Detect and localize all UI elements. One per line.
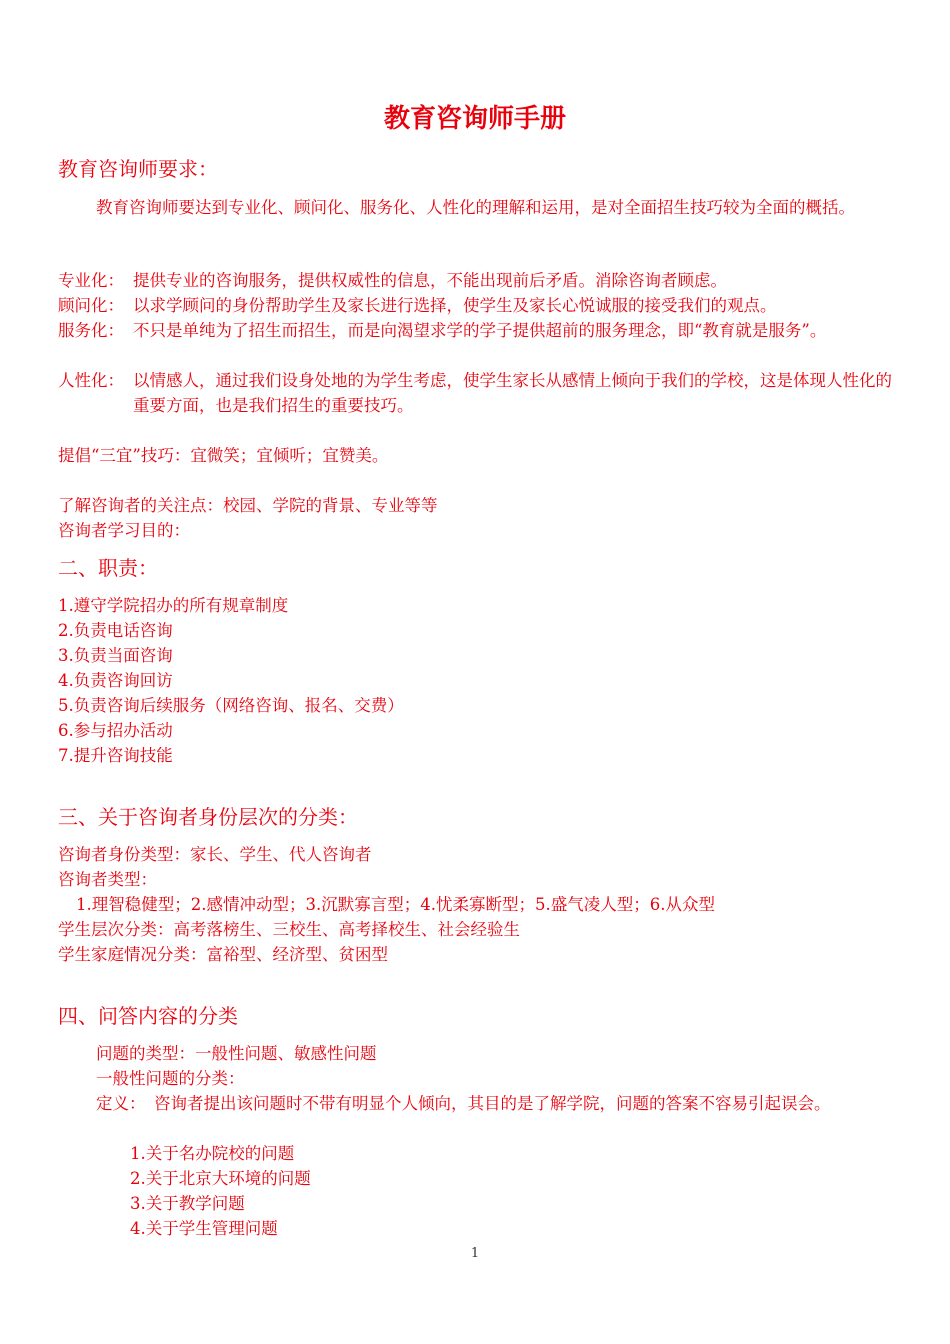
identity-types: 咨询者身份类型：家长、学生、代人咨询者 bbox=[58, 845, 372, 864]
section-heading-qa: 四、问答内容的分类 bbox=[58, 1004, 238, 1028]
qa-item: 1.关于名办院校的问题 bbox=[130, 1144, 295, 1163]
section-heading-classification: 三、关于咨询者身份层次的分类： bbox=[58, 805, 358, 829]
duty-item: 4.负责咨询回访 bbox=[58, 671, 173, 690]
question-types: 问题的类型：一般性问题、敏感性问题 bbox=[96, 1044, 377, 1063]
page-number: 1 bbox=[470, 1246, 480, 1261]
item-label-service: 服务化： bbox=[58, 321, 124, 340]
duty-item: 5.负责咨询后续服务（网络咨询、报名、交费） bbox=[58, 696, 404, 715]
requirements-intro: 教育咨询师要达到专业化、顾问化、服务化、人性化的理解和运用，是对全面招生技巧较为全面的概括。 bbox=[96, 198, 855, 217]
general-question-classification: 一般性问题的分类： bbox=[96, 1069, 245, 1088]
three-skills-tip: 提倡“三宜”技巧：宜微笑；宜倾听；宜赞美。 bbox=[58, 446, 389, 465]
consultant-type-list: 1.理智稳健型；2.感情冲动型；3.沉默寡言型；4.忧柔寡断型；5.盛气凌人型；6.从众型 bbox=[76, 895, 715, 914]
duty-item: 6.参与招办活动 bbox=[58, 721, 173, 740]
item-label-advisory: 顾问化： bbox=[58, 296, 124, 315]
duty-item: 1.遵守学院招办的所有规章制度 bbox=[58, 596, 289, 615]
student-level-classification: 学生层次分类：高考落榜生、三校生、高考择校生、社会经验生 bbox=[58, 920, 520, 939]
section-heading-duties: 二、职责： bbox=[58, 556, 158, 580]
definition-label: 定义： bbox=[96, 1094, 146, 1113]
duty-item: 2.负责电话咨询 bbox=[58, 621, 173, 640]
learning-purpose: 咨询者学习目的： bbox=[58, 521, 190, 540]
item-text-professional: 提供专业的咨询服务，提供权威性的信息，不能出现前后矛盾。消除咨询者顾虑。 bbox=[133, 271, 727, 290]
item-text-service: 不只是单纯为了招生而招生，而是向渴望求学的学子提供超前的服务理念，即“教育就是服务”。 bbox=[133, 321, 827, 340]
item-text-humanized: 以情感人，通过我们设身处地的为学生考虑，使学生家长从感情上倾向于我们的学校，这是体现人性化的重要方面，也是我们招生的重要技巧。 bbox=[133, 371, 892, 415]
consultant-type-label: 咨询者类型： bbox=[58, 870, 157, 889]
family-situation-classification: 学生家庭情况分类：富裕型、经济型、贫困型 bbox=[58, 945, 388, 964]
qa-item: 3.关于教学问题 bbox=[130, 1194, 245, 1213]
duty-item: 7.提升咨询技能 bbox=[58, 746, 173, 765]
section-heading-requirements: 教育咨询师要求： bbox=[58, 157, 218, 181]
qa-item: 2.关于北京大环境的问题 bbox=[130, 1169, 311, 1188]
item-label-humanized: 人性化： bbox=[58, 371, 124, 390]
duty-item: 3.负责当面咨询 bbox=[58, 646, 173, 665]
item-text-advisory: 以求学顾问的身份帮助学生及家长进行选择，使学生及家长心悦诚服的接受我们的观点。 bbox=[133, 296, 777, 315]
qa-item: 4.关于学生管理问题 bbox=[130, 1219, 278, 1238]
focus-points: 了解咨询者的关注点：校园、学院的背景、专业等等 bbox=[58, 496, 438, 515]
definition-text: 咨询者提出该问题时不带有明显个人倾向，其目的是了解学院，问题的答案不容易引起误会。 bbox=[154, 1094, 831, 1113]
item-label-professional: 专业化： bbox=[58, 271, 124, 290]
document-title: 教育咨询师手册 bbox=[383, 104, 566, 134]
